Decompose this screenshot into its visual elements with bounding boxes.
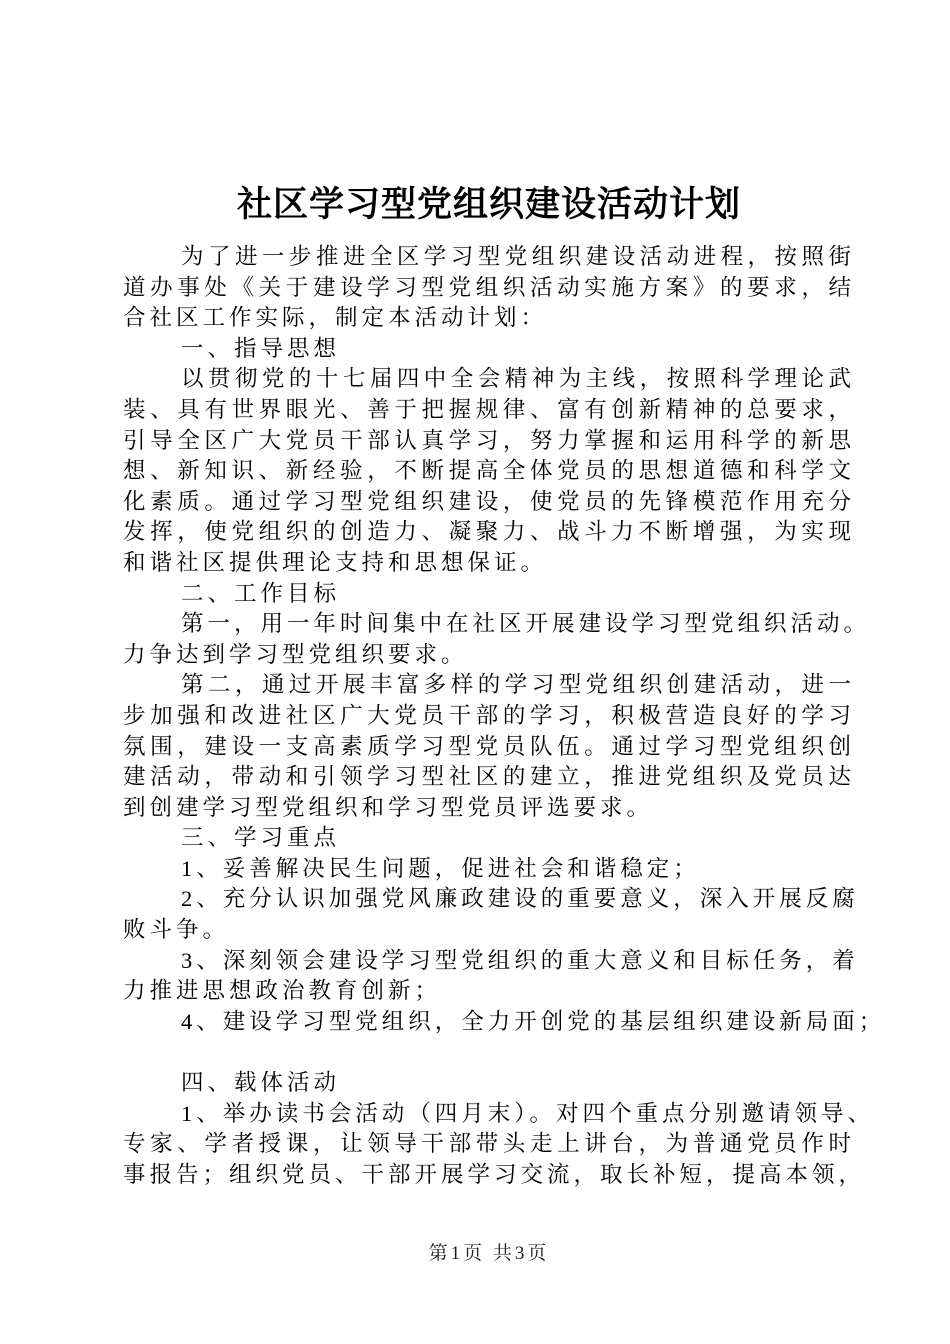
text-line: 1、妥善解决民生问题，促进社会和谐稳定； [181,855,700,881]
text-line: 氛围，建设一支高素质学习型党员队伍。通过学习型党组织创 [123,733,855,759]
paragraph [123,334,855,365]
text-line: 3、深刻领会建设学习型党组织的重大意义和目标任务，着 [181,947,859,973]
text-line: 二、工作目标 [181,580,341,606]
paragraph [123,854,855,885]
text-line: 4、建设学习型党组织，全力开创党的基层组织建设新局面； [181,1008,886,1034]
text-line: 1、举办读书会活动（四月末）。对四个重点分别邀请领导、 [181,1100,875,1126]
paragraph [123,579,855,610]
document-body [123,242,886,1190]
paragraph [123,884,859,945]
text-line: 四、载体活动 [181,1070,341,1096]
text-line: 第二，通过开展丰富多样的学习型党组织创建活动，进一 [181,672,855,698]
paragraph [123,609,871,670]
text-line: 力争达到学习型党组织要求。 [123,641,468,667]
paragraph [123,1068,855,1099]
page-footer: 第1页 共3页 [428,1243,550,1264]
paragraph [123,1007,886,1038]
text-line: 和谐社区提供理论支持和思想保证。 [123,549,548,575]
text-line: 到创建学习型党组织和学习型党员评选要求。 [123,794,654,820]
document-title: 社区学习型党组织建设活动计划 [236,185,741,224]
paragraph [123,670,855,823]
text-line: 第一，用一年时间集中在社区开展建设学习型党组织活动。 [181,611,871,637]
text-line [123,1037,855,1068]
text-line: 道办事处《关于建设学习型党组织活动实施方案》的要求，结 [123,274,855,300]
text-line: 败斗争。 [123,917,230,943]
text-line: 专家、学者授课，让领导干部带头走上讲台，为普通党员作时 [123,1131,855,1157]
text-line: 2、充分认识加强党风廉政建设的重要意义，深入开展反腐 [181,886,859,912]
text-line: 一、指导思想 [181,335,341,361]
blank-line [123,1037,855,1068]
text-line: 想、新知识、新经验，不断提高全体党员的思想道德和科学文 [123,458,855,484]
text-line: 以贯彻党的十七届四中全会精神为主线，按照科学理论武 [181,366,855,392]
text-line: 引导全区广大党员干部认真学习，努力掌握和运用科学的新思 [123,427,855,453]
text-line: 化素质。通过学习型党组织建设，使党员的先锋模范作用充分 [123,488,855,514]
text-line: 合社区工作实际，制定本活动计划： [123,305,548,331]
paragraph [123,823,855,854]
paragraph [123,946,859,1007]
text-line: 事报告；组织党员、干部开展学习交流，取长补短，提高本领， [123,1161,866,1187]
text-line: 力推进思想政治教育创新； [123,978,442,1004]
text-line: 发挥，使党组织的创造力、凝聚力、战斗力不断增强，为实现 [123,519,855,545]
text-line: 三、学习重点 [181,825,341,851]
text-line: 建活动，带动和引领学习型社区的建立，推进党组织及党员达 [123,764,855,790]
text-line: 为了进一步推进全区学习型党组织建设活动进程，按照街 [181,244,855,269]
paragraph [123,364,855,578]
text-line: 步加强和改进社区广大党员干部的学习，积极营造良好的学习 [123,702,855,728]
paragraph [123,242,855,334]
text-line: 装、具有世界眼光、善于把握规律、富有创新精神的总要求， [123,396,855,422]
paragraph [123,1099,875,1191]
